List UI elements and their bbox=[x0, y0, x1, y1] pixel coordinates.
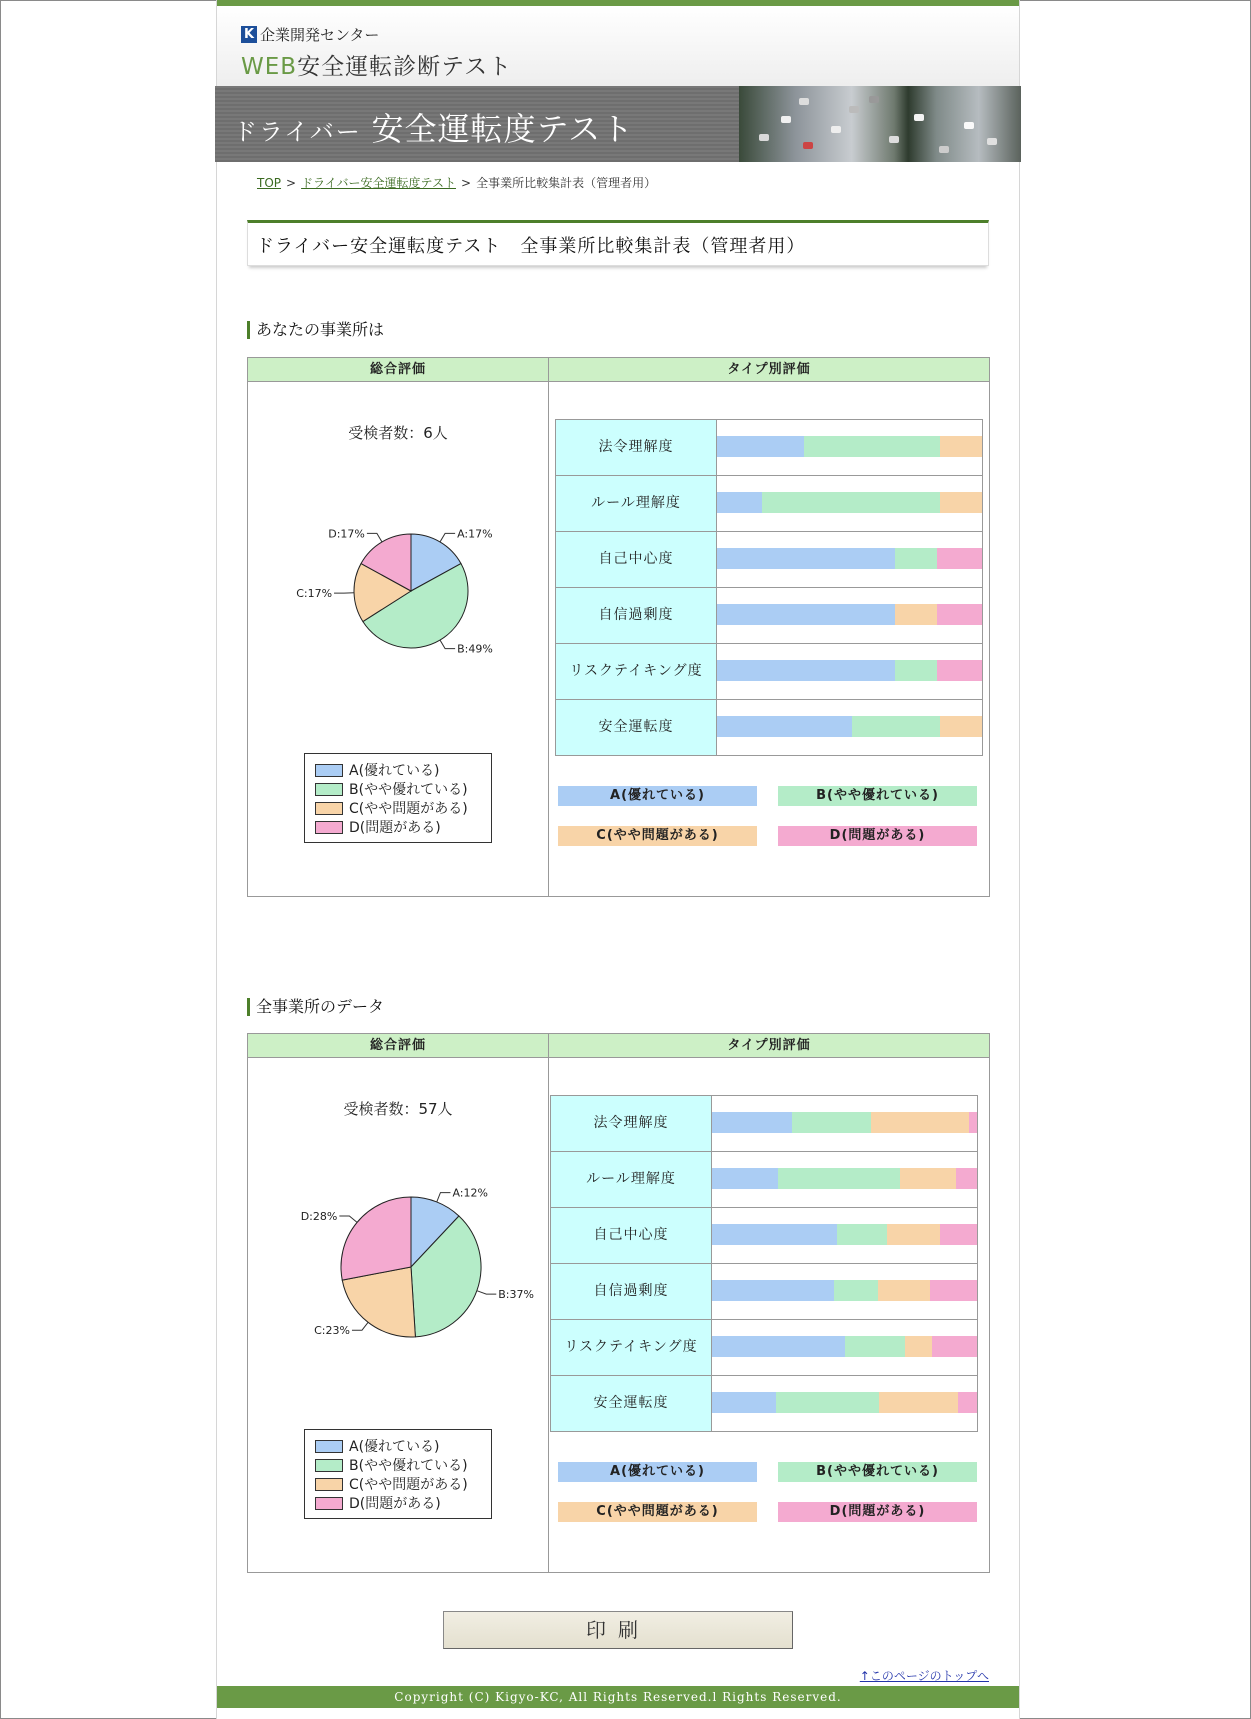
type-label: 自信過剰度 bbox=[551, 1264, 712, 1319]
traffic-photo bbox=[739, 86, 1021, 162]
bar-segment-a bbox=[717, 716, 852, 737]
key-a: A(優れている) bbox=[558, 786, 757, 806]
bar-segment-c bbox=[905, 1336, 932, 1357]
bar-segment-c bbox=[895, 604, 937, 625]
bar-segment-d bbox=[937, 604, 982, 625]
bar-segment-d bbox=[958, 1392, 977, 1413]
bar-segment-a bbox=[712, 1224, 837, 1245]
print-button[interactable]: 印刷 bbox=[443, 1611, 793, 1649]
legend-c-label: C(やや問題がある) bbox=[349, 1477, 468, 1493]
bar-segment-b bbox=[895, 660, 937, 681]
type-label: 法令理解度 bbox=[551, 1096, 712, 1151]
type-stacked-bar bbox=[717, 436, 982, 457]
bar-segment-a bbox=[712, 1392, 776, 1413]
bar-segment-a bbox=[712, 1112, 792, 1133]
key-c: C(やや問題がある) bbox=[558, 826, 757, 846]
company-logo[interactable] bbox=[241, 24, 379, 45]
type-label: 安全運転度 bbox=[551, 1376, 712, 1431]
pie-label-b: B:49% bbox=[457, 642, 493, 656]
bar-segment-a bbox=[717, 548, 895, 569]
results-panel-own bbox=[247, 357, 990, 897]
legend-a-label: A(優れている) bbox=[349, 763, 440, 779]
bar-segment-b bbox=[837, 1224, 887, 1245]
site-title-web: WEB bbox=[241, 54, 298, 80]
type-label: 自己中心度 bbox=[551, 1208, 712, 1263]
bar-segment-d bbox=[932, 1336, 977, 1357]
section-heading-all: 全事業所のデータ bbox=[247, 998, 384, 1016]
pie-leader-b bbox=[440, 640, 455, 649]
key-d: D(問題がある) bbox=[778, 1502, 977, 1522]
examinee-count: 受検者数：6人 bbox=[348, 424, 448, 442]
legend-d-swatch bbox=[315, 821, 343, 834]
bar-segment-c bbox=[940, 716, 982, 737]
breadcrumb-test-link[interactable]: ドライバー安全運転度テスト bbox=[301, 176, 456, 190]
bar-segment-c bbox=[900, 1168, 956, 1189]
banner-title bbox=[233, 104, 634, 150]
site-title[interactable] bbox=[241, 48, 512, 81]
pie-leader-d bbox=[339, 1216, 357, 1222]
site-header bbox=[217, 6, 1019, 86]
type-stacked-bar bbox=[712, 1336, 977, 1357]
bar-segment-b bbox=[852, 716, 939, 737]
bar-segment-a bbox=[712, 1168, 778, 1189]
legend-b-label: B(やや優れている) bbox=[349, 1458, 468, 1474]
banner-title-small: ドライバー bbox=[233, 118, 362, 146]
bar-segment-c bbox=[878, 1280, 930, 1301]
legend-d-label: D(問題がある) bbox=[349, 820, 441, 836]
by-type-header: タイプ別評価 bbox=[549, 358, 989, 382]
overall-header: 総合評価 bbox=[248, 1034, 549, 1058]
pie-label-c: C:17% bbox=[296, 587, 333, 601]
legend-a-swatch bbox=[315, 764, 343, 777]
pie-chart bbox=[266, 508, 536, 718]
type-label: ルール理解度 bbox=[556, 476, 717, 531]
type-stacked-bar bbox=[712, 1224, 977, 1245]
pie-label-d: D:28% bbox=[300, 1210, 338, 1224]
bar-segment-c bbox=[871, 1112, 969, 1133]
pie-label-d: D:17% bbox=[328, 527, 365, 541]
legend-d-label: D(問題がある) bbox=[349, 1496, 441, 1512]
legend-b-label: B(やや優れている) bbox=[349, 782, 468, 798]
type-label: 法令理解度 bbox=[556, 420, 717, 475]
pie-label-a: A:17% bbox=[457, 527, 493, 541]
bar-segment-c bbox=[887, 1224, 940, 1245]
banner-title-big: 安全運転度テスト bbox=[371, 110, 635, 148]
type-label: リスクテイキング度 bbox=[556, 644, 717, 699]
type-label: 安全運転度 bbox=[556, 700, 717, 755]
type-label: ルール理解度 bbox=[551, 1152, 712, 1207]
pie-legend bbox=[304, 753, 492, 843]
type-stacked-bar bbox=[712, 1168, 977, 1189]
by-type-header: タイプ別評価 bbox=[549, 1034, 989, 1058]
type-row bbox=[556, 532, 982, 588]
pie-label-c: C:23% bbox=[314, 1324, 350, 1338]
site-title-text: 安全運転診断テスト bbox=[297, 54, 513, 80]
pie-legend bbox=[304, 1429, 492, 1519]
legend-d-swatch bbox=[315, 1497, 343, 1510]
type-row bbox=[556, 420, 982, 476]
key-b: B(やや優れている) bbox=[778, 786, 977, 806]
pie-chart bbox=[266, 1184, 536, 1394]
type-row bbox=[551, 1152, 977, 1208]
legend-b-swatch bbox=[315, 783, 343, 796]
results-panel-all bbox=[247, 1033, 990, 1573]
pie-leader-c bbox=[352, 1322, 368, 1330]
bar-segment-d bbox=[956, 1168, 977, 1189]
type-row bbox=[556, 644, 982, 700]
bar-segment-c bbox=[940, 492, 982, 513]
breadcrumb-top-link[interactable]: TOP bbox=[257, 176, 282, 190]
breadcrumb-current: 全事業所比較集計表（管理者用） bbox=[476, 176, 657, 190]
pie-slice-d bbox=[341, 1197, 411, 1280]
section-heading-own: あなたの事業所は bbox=[247, 321, 384, 339]
type-label: リスクテイキング度 bbox=[551, 1320, 712, 1375]
type-row bbox=[556, 476, 982, 532]
bar-segment-d bbox=[937, 660, 982, 681]
overall-header: 総合評価 bbox=[248, 358, 549, 382]
pie-label-a: A:12% bbox=[452, 1186, 488, 1200]
bar-segment-a bbox=[717, 604, 895, 625]
type-stacked-bar bbox=[717, 492, 982, 513]
copyright-footer: Copyright (C) Kigyo-KC, All Rights Reserved.l Rights Reserved. bbox=[217, 1686, 1019, 1708]
bar-segment-b bbox=[834, 1280, 878, 1301]
type-stacked-bar bbox=[717, 716, 982, 737]
type-row bbox=[551, 1376, 977, 1431]
bar-segment-a bbox=[717, 660, 895, 681]
bar-segment-b bbox=[804, 436, 939, 457]
type-row bbox=[551, 1264, 977, 1320]
type-stacked-bar bbox=[717, 604, 982, 625]
pie-label-b: B:37% bbox=[498, 1288, 534, 1302]
type-table bbox=[555, 419, 983, 756]
type-stacked-bar bbox=[712, 1112, 977, 1133]
legend-a-label: A(優れている) bbox=[349, 1439, 440, 1455]
bar-segment-b bbox=[762, 492, 940, 513]
type-row bbox=[556, 588, 982, 644]
type-row bbox=[551, 1320, 977, 1376]
bar-segment-c bbox=[879, 1392, 959, 1413]
page-title: ドライバー安全運転度テスト 全事業所比較集計表（管理者用） bbox=[256, 236, 806, 257]
type-stacked-bar bbox=[712, 1280, 977, 1301]
page-banner bbox=[215, 86, 1021, 162]
type-row bbox=[556, 700, 982, 755]
legend-c-swatch bbox=[315, 802, 343, 815]
key-b: B(やや優れている) bbox=[778, 1462, 977, 1482]
type-stacked-bar bbox=[712, 1392, 977, 1413]
bar-segment-d bbox=[940, 1224, 977, 1245]
key-c: C(やや問題がある) bbox=[558, 1502, 757, 1522]
back-to-top-link[interactable]: ↑このページのトップへ bbox=[859, 1669, 989, 1683]
key-d: D(問題がある) bbox=[778, 826, 977, 846]
pie-leader-b bbox=[477, 1291, 496, 1294]
legend-b-swatch bbox=[315, 1459, 343, 1472]
type-label: 自信過剰度 bbox=[556, 588, 717, 643]
bar-segment-d bbox=[937, 548, 982, 569]
type-table bbox=[550, 1095, 978, 1432]
bar-segment-a bbox=[712, 1280, 834, 1301]
breadcrumb: TOP > ドライバー安全運転度テスト > 全事業所比較集計表（管理者用） bbox=[257, 176, 657, 190]
bar-segment-b bbox=[776, 1392, 879, 1413]
company-k-icon: K bbox=[241, 26, 257, 43]
bar-segment-d bbox=[930, 1280, 977, 1301]
bar-segment-a bbox=[717, 436, 804, 457]
pie-leader-a bbox=[440, 533, 455, 542]
legend-a-swatch bbox=[315, 1440, 343, 1453]
page-container bbox=[216, 0, 1020, 1719]
bar-segment-a bbox=[712, 1336, 845, 1357]
bar-segment-d bbox=[969, 1112, 977, 1133]
page-title-box bbox=[247, 220, 989, 266]
bar-segment-b bbox=[895, 548, 937, 569]
type-label: 自己中心度 bbox=[556, 532, 717, 587]
company-name: 企業開発センター bbox=[260, 26, 380, 44]
key-a: A(優れている) bbox=[558, 1462, 757, 1482]
type-stacked-bar bbox=[717, 548, 982, 569]
bar-segment-a bbox=[717, 492, 762, 513]
pie-leader-d bbox=[367, 533, 382, 542]
pie-leader-a bbox=[437, 1193, 451, 1202]
legend-c-swatch bbox=[315, 1478, 343, 1491]
type-stacked-bar bbox=[717, 660, 982, 681]
examinee-count: 受検者数：57人 bbox=[343, 1100, 453, 1118]
type-row bbox=[551, 1208, 977, 1264]
legend-c-label: C(やや問題がある) bbox=[349, 801, 468, 817]
bar-segment-b bbox=[778, 1168, 900, 1189]
bar-segment-b bbox=[792, 1112, 872, 1133]
bar-segment-b bbox=[845, 1336, 906, 1357]
type-row bbox=[551, 1096, 977, 1152]
bar-segment-c bbox=[940, 436, 982, 457]
